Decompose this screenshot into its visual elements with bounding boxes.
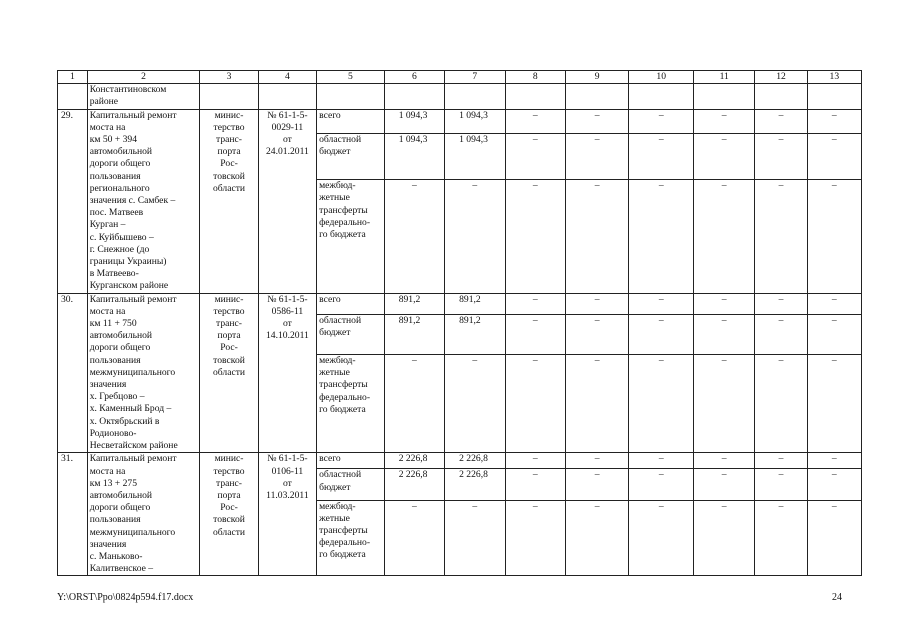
funding-line: бюджет xyxy=(319,481,351,493)
funding-line: бюджет xyxy=(319,326,351,338)
document-cell xyxy=(258,293,316,453)
amount-value: – xyxy=(831,133,837,145)
funding-source xyxy=(317,180,385,293)
object-line: значения xyxy=(89,538,127,550)
customer-line: минис- xyxy=(214,293,244,305)
funding-line: жетные xyxy=(319,367,350,379)
customer-cell xyxy=(200,453,258,576)
funding-line: трансферты xyxy=(319,524,368,536)
object-line: районе xyxy=(89,96,119,108)
funding-line: межбюд- xyxy=(319,180,356,192)
amount-cell xyxy=(445,293,505,314)
amount-value: – xyxy=(778,133,784,145)
object-line: пользования xyxy=(89,514,141,526)
object-description xyxy=(87,293,200,453)
funding-line: областной xyxy=(319,469,362,481)
amount-cell xyxy=(445,314,505,354)
amount-cell xyxy=(693,133,754,179)
customer-line: терство xyxy=(213,305,245,317)
funding-source xyxy=(317,133,385,179)
amount-value: – xyxy=(778,453,784,465)
empty-cell xyxy=(317,84,385,109)
amount-cell xyxy=(755,109,807,133)
object-line: Капитальный ремонт xyxy=(89,109,177,121)
amount-value: 1 094,3 xyxy=(398,109,428,121)
object-line: автомобильной xyxy=(89,330,153,342)
document-line: № 61-1-5- xyxy=(267,109,308,121)
amount-value: – xyxy=(472,354,478,366)
column-number-cell: 4 xyxy=(258,71,316,84)
document-line: 0106-11 xyxy=(271,465,304,477)
amount-cell xyxy=(565,293,629,314)
amount-value: – xyxy=(594,314,600,326)
amount-cell xyxy=(505,109,565,133)
amount-value: – xyxy=(412,500,417,512)
amount-cell xyxy=(445,109,505,133)
amount-value: – xyxy=(831,314,837,326)
table-row xyxy=(58,293,862,314)
amount-value: – xyxy=(658,453,664,465)
amount-value: – xyxy=(594,293,600,305)
object-line: Курган – xyxy=(89,219,126,231)
amount-cell xyxy=(629,354,694,452)
funding-line: трансферты xyxy=(319,379,368,391)
amount-value: – xyxy=(594,354,600,366)
amount-value: – xyxy=(658,109,664,121)
object-line: Родионово- xyxy=(89,427,137,439)
amount-cell xyxy=(629,453,694,469)
object-line: границы Украины) xyxy=(89,256,167,268)
funding-line: бюджет xyxy=(319,145,351,157)
amount-cell xyxy=(629,500,694,576)
customer-line: области xyxy=(212,182,246,194)
amount-cell xyxy=(384,180,444,293)
funding-source xyxy=(317,314,385,354)
amount-value: – xyxy=(721,354,727,366)
amount-value: 891,2 xyxy=(459,314,481,326)
amount-value: – xyxy=(831,469,837,481)
amount-value: – xyxy=(472,500,478,512)
amount-cell xyxy=(755,314,807,354)
customer-line: товской xyxy=(213,354,245,366)
amount-cell xyxy=(505,133,565,179)
object-line: в Матвеево- xyxy=(89,268,139,280)
amount-value: 2 226,8 xyxy=(459,453,488,465)
amount-cell xyxy=(807,133,861,179)
empty-cell xyxy=(565,84,629,109)
object-line: с. Маньково- xyxy=(89,550,143,562)
amount-cell xyxy=(807,469,861,500)
customer-line: Рос- xyxy=(220,158,238,170)
customer-line: порта xyxy=(217,330,241,342)
customer-cell xyxy=(200,109,258,293)
amount-value: – xyxy=(831,453,837,465)
budget-table xyxy=(57,70,862,576)
amount-cell xyxy=(384,469,444,500)
amount-cell xyxy=(807,314,861,354)
amount-value: – xyxy=(532,453,538,465)
amount-value: – xyxy=(778,109,784,121)
amount-value: – xyxy=(594,469,600,481)
amount-cell xyxy=(505,453,565,469)
funding-line: областной xyxy=(319,133,362,145)
funding-line: межбюд- xyxy=(319,500,356,512)
object-line: пользования xyxy=(89,170,141,182)
amount-cell xyxy=(384,109,444,133)
amount-cell xyxy=(629,180,694,293)
funding-line: го бюджета xyxy=(319,229,366,241)
amount-value: – xyxy=(831,293,837,305)
empty-cell xyxy=(807,84,861,109)
column-number-cell: 6 xyxy=(384,71,444,84)
amount-cell xyxy=(384,314,444,354)
object-line: Несветайском районе xyxy=(89,440,178,452)
amount-value: – xyxy=(831,354,837,366)
amount-value: – xyxy=(778,180,784,192)
funding-line: всего xyxy=(319,293,341,305)
column-number-cell: 10 xyxy=(629,71,694,84)
funding-source xyxy=(317,453,385,469)
empty-cell xyxy=(445,84,505,109)
amount-cell xyxy=(693,453,754,469)
amount-cell xyxy=(505,180,565,293)
customer-line: области xyxy=(212,366,246,378)
object-line: пос. Матвеев xyxy=(89,207,144,219)
empty-cell xyxy=(258,84,316,109)
amount-cell xyxy=(445,133,505,179)
amount-value: 2 226,8 xyxy=(459,469,488,481)
amount-value: 2 226,8 xyxy=(398,469,428,481)
amount-cell xyxy=(384,293,444,314)
object-line: х. Октябрьский в xyxy=(89,415,160,427)
amount-value: – xyxy=(658,133,664,145)
funding-line: го бюджета xyxy=(319,403,366,415)
object-line: х. Гребцово – xyxy=(89,391,145,403)
amount-cell xyxy=(693,469,754,500)
object-line: моста на xyxy=(89,121,126,133)
column-number-cell: 3 xyxy=(200,71,258,84)
document-line: 11.03.2011 xyxy=(266,489,309,501)
column-number-row xyxy=(58,71,862,84)
funding-line: всего xyxy=(319,453,341,465)
amount-cell xyxy=(693,354,754,452)
column-number-cell: 8 xyxy=(505,71,565,84)
object-line: км 11 + 750 xyxy=(89,318,137,330)
object-line: Капитальный ремонт xyxy=(89,453,177,465)
customer-line: товской xyxy=(213,514,245,526)
object-line: Калитвенское – xyxy=(89,563,154,575)
amount-value: – xyxy=(721,180,727,192)
amount-value: – xyxy=(594,500,600,512)
document-line: 24.01.2011 xyxy=(265,146,309,158)
funding-source xyxy=(317,109,385,133)
customer-cell xyxy=(200,293,258,453)
amount-cell xyxy=(755,354,807,452)
item-number: 30. xyxy=(58,293,88,453)
amount-value: – xyxy=(594,180,600,192)
amount-value: – xyxy=(532,109,538,121)
amount-cell xyxy=(755,293,807,314)
empty-cell xyxy=(629,84,694,109)
empty-cell xyxy=(200,84,258,109)
object-line: моста на xyxy=(89,465,126,477)
amount-cell xyxy=(755,133,807,179)
amount-cell xyxy=(565,354,629,452)
amount-cell xyxy=(629,293,694,314)
amount-value: – xyxy=(658,180,664,192)
amount-cell xyxy=(565,314,629,354)
item-number: 31. xyxy=(58,453,88,576)
amount-value: 1 094,3 xyxy=(459,109,488,121)
customer-line: терство xyxy=(213,121,245,133)
amount-cell xyxy=(445,453,505,469)
amount-cell xyxy=(505,500,565,576)
funding-line: федерально- xyxy=(319,537,371,549)
empty-cell xyxy=(58,84,88,109)
amount-cell xyxy=(755,453,807,469)
amount-value: – xyxy=(412,180,417,192)
empty-cell xyxy=(505,84,565,109)
amount-cell xyxy=(505,314,565,354)
amount-value: – xyxy=(532,314,538,326)
amount-cell xyxy=(445,500,505,576)
object-line: дороги общего xyxy=(89,502,151,514)
amount-cell xyxy=(565,109,629,133)
object-cell xyxy=(87,84,200,109)
amount-cell xyxy=(693,180,754,293)
amount-value: – xyxy=(831,500,837,512)
document-line: № 61-1-5- xyxy=(267,453,308,465)
funding-line: жетные xyxy=(319,192,350,204)
object-line: дороги общего xyxy=(89,342,151,354)
customer-line: транс- xyxy=(216,477,242,489)
amount-value: – xyxy=(658,314,664,326)
amount-cell xyxy=(629,109,694,133)
empty-cell xyxy=(384,84,444,109)
funding-source xyxy=(317,469,385,500)
funding-line: всего xyxy=(319,109,341,121)
page-number: 24 xyxy=(832,592,842,603)
customer-line: транс- xyxy=(216,134,242,146)
amount-cell xyxy=(693,314,754,354)
amount-value: – xyxy=(658,469,664,481)
object-line: х. Каменный Брод – xyxy=(89,403,172,415)
customer-line: товской xyxy=(213,170,245,182)
customer-line: транс- xyxy=(216,318,242,330)
amount-cell xyxy=(693,500,754,576)
amount-value: – xyxy=(658,354,664,366)
document-line: 0029-11 xyxy=(271,121,304,133)
object-line: км 13 + 275 xyxy=(89,477,138,489)
amount-value: – xyxy=(594,453,600,465)
amount-value: – xyxy=(721,469,727,481)
amount-value: – xyxy=(721,133,727,145)
amount-value: – xyxy=(721,453,727,465)
continuation-row xyxy=(58,84,862,109)
object-line: пользования xyxy=(89,354,141,366)
customer-line: минис- xyxy=(214,109,244,121)
amount-cell xyxy=(755,469,807,500)
object-line: дороги общего xyxy=(89,158,151,170)
column-number-cell: 2 xyxy=(87,71,200,84)
amount-cell xyxy=(565,133,629,179)
object-line: значения xyxy=(89,379,127,391)
object-line: г. Снежное (до xyxy=(89,243,150,255)
funding-line: трансферты xyxy=(319,204,368,216)
amount-value: 2 226,8 xyxy=(398,453,428,465)
amount-value: – xyxy=(658,500,664,512)
document-line: 0586-11 xyxy=(271,305,304,317)
amount-cell xyxy=(807,180,861,293)
funding-line: межбюд- xyxy=(319,354,356,366)
amount-value: – xyxy=(594,133,600,145)
object-description xyxy=(87,453,200,576)
document-line: от xyxy=(282,477,292,489)
column-number-cell: 1 xyxy=(58,71,88,84)
column-number-cell: 13 xyxy=(807,71,861,84)
object-line: моста на xyxy=(89,305,126,317)
amount-cell xyxy=(445,469,505,500)
object-line: Курганском районе xyxy=(89,280,169,292)
amount-cell xyxy=(445,354,505,452)
document-cell xyxy=(258,109,316,293)
amount-value: – xyxy=(778,314,784,326)
amount-value: – xyxy=(412,354,417,366)
amount-value: 891,2 xyxy=(398,314,421,326)
customer-line: области xyxy=(212,526,246,538)
amount-cell xyxy=(755,500,807,576)
amount-cell xyxy=(693,109,754,133)
object-line: автомобильной xyxy=(89,146,153,158)
amount-value: – xyxy=(721,314,727,326)
object-line: регионального xyxy=(89,182,150,194)
document-line: от xyxy=(282,134,292,146)
amount-cell xyxy=(565,469,629,500)
amount-cell xyxy=(807,354,861,452)
object-line: межмуниципального xyxy=(89,526,176,538)
amount-cell xyxy=(565,180,629,293)
amount-value: – xyxy=(532,354,538,366)
document-cell xyxy=(258,453,316,576)
amount-cell xyxy=(755,180,807,293)
amount-value: – xyxy=(532,469,538,481)
object-line: с. Куйбышево – xyxy=(89,231,154,243)
amount-value: 891,2 xyxy=(398,293,421,305)
table-row xyxy=(58,453,862,469)
amount-value: – xyxy=(658,293,664,305)
amount-cell xyxy=(445,180,505,293)
object-description xyxy=(87,109,200,293)
funding-line: го бюджета xyxy=(319,549,366,561)
amount-cell xyxy=(693,293,754,314)
amount-value: – xyxy=(778,293,784,305)
object-line: межмуниципального xyxy=(89,366,176,378)
column-number-cell: 11 xyxy=(693,71,754,84)
amount-value: – xyxy=(831,109,837,121)
amount-cell xyxy=(505,293,565,314)
amount-cell xyxy=(629,133,694,179)
amount-value: – xyxy=(532,500,538,512)
amount-cell xyxy=(807,109,861,133)
amount-value: – xyxy=(721,293,727,305)
object-line: Капитальный ремонт xyxy=(89,293,177,305)
funding-line: федерально- xyxy=(319,216,371,228)
amount-cell xyxy=(807,293,861,314)
funding-line: жетные xyxy=(319,512,350,524)
customer-line: минис- xyxy=(214,453,244,465)
amount-value: – xyxy=(778,354,784,366)
column-number-cell: 5 xyxy=(317,71,385,84)
empty-cell xyxy=(755,84,807,109)
funding-source xyxy=(317,354,385,452)
amount-value: – xyxy=(778,500,784,512)
amount-value: – xyxy=(594,109,600,121)
amount-value: – xyxy=(532,180,538,192)
column-number-cell: 7 xyxy=(445,71,505,84)
funding-source xyxy=(317,500,385,576)
customer-line: порта xyxy=(217,489,241,501)
amount-value: 891,2 xyxy=(459,293,481,305)
amount-value: – xyxy=(721,109,727,121)
amount-value: 1 094,3 xyxy=(398,133,428,145)
item-number: 29. xyxy=(58,109,88,293)
amount-cell xyxy=(629,314,694,354)
table-row xyxy=(58,109,862,133)
object-line: Константиновском xyxy=(89,84,167,96)
column-number-cell: 12 xyxy=(755,71,807,84)
amount-cell xyxy=(629,469,694,500)
amount-cell xyxy=(565,453,629,469)
funding-line: федерально- xyxy=(319,391,371,403)
funding-line: областной xyxy=(319,314,362,326)
amount-value: – xyxy=(532,293,538,305)
amount-cell xyxy=(384,453,444,469)
column-number-cell: 9 xyxy=(565,71,629,84)
customer-line: Рос- xyxy=(220,502,238,514)
customer-line: терство xyxy=(213,465,245,477)
amount-value: – xyxy=(532,133,538,145)
file-path: Y:\ORST\Ppo\0824p594.f17.docx xyxy=(57,592,194,603)
object-line: значения с. Самбек – xyxy=(89,195,176,207)
object-line: автомобильной xyxy=(89,489,153,501)
amount-value: – xyxy=(472,180,478,192)
amount-value: – xyxy=(831,180,837,192)
amount-cell xyxy=(505,469,565,500)
document-line: от xyxy=(282,318,292,330)
amount-cell xyxy=(384,500,444,576)
amount-value: – xyxy=(721,500,727,512)
funding-source xyxy=(317,293,385,314)
object-line: км 50 + 394 xyxy=(89,134,138,146)
document-page xyxy=(57,70,862,576)
empty-cell xyxy=(693,84,754,109)
document-line: № 61-1-5- xyxy=(267,293,308,305)
customer-line: порта xyxy=(217,146,241,158)
amount-cell xyxy=(807,500,861,576)
amount-value: 1 094,3 xyxy=(459,133,488,145)
amount-cell xyxy=(505,354,565,452)
amount-cell xyxy=(384,354,444,452)
amount-cell xyxy=(807,453,861,469)
customer-line: Рос- xyxy=(220,342,238,354)
amount-value: – xyxy=(778,469,784,481)
document-line: 14.10.2011 xyxy=(265,330,309,342)
amount-cell xyxy=(565,500,629,576)
amount-cell xyxy=(384,133,444,179)
